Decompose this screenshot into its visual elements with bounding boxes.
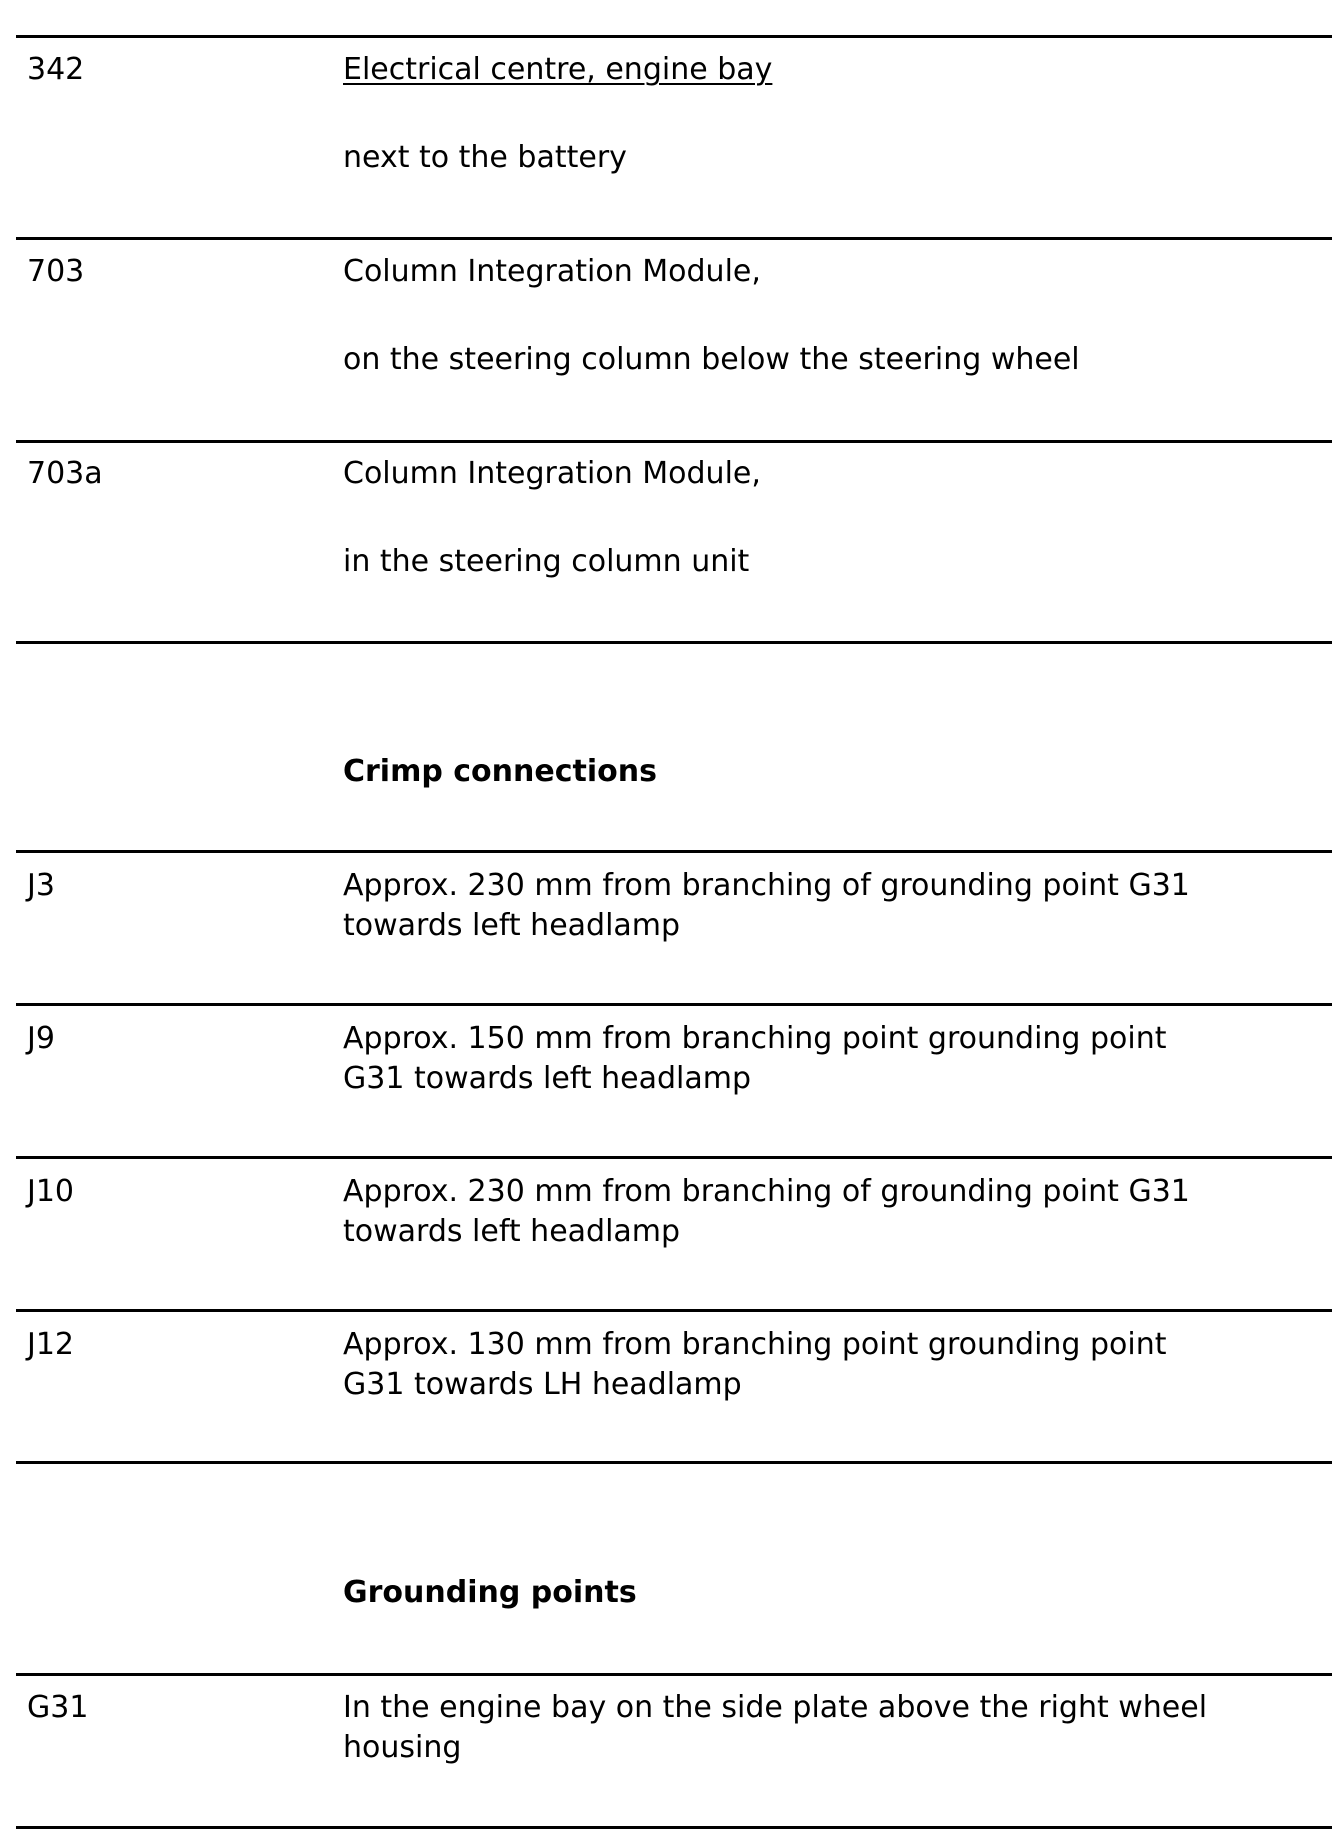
crimp-description: G31 towards LH headlamp: [343, 1367, 742, 1402]
component-name: Column Integration Module,: [343, 456, 761, 491]
table-rule: [16, 1003, 1332, 1006]
crimp-description: towards left headlamp: [343, 908, 681, 943]
component-code: 342: [27, 52, 85, 87]
crimp-description: Approx. 230 mm from branching of grounding point G31: [343, 868, 1190, 903]
table-rule: [16, 237, 1332, 240]
crimp-description: towards left headlamp: [343, 1214, 681, 1249]
component-name: Column Integration Module,: [343, 254, 761, 289]
section-heading: Crimp connections: [343, 754, 657, 789]
crimp-code: J3: [27, 868, 55, 903]
crimp-description: Approx. 130 mm from branching point grounding point: [343, 1327, 1167, 1362]
component-name: Electrical centre, engine bay: [343, 52, 773, 87]
crimp-description: Approx. 230 mm from branching of grounding point G31: [343, 1174, 1190, 1209]
crimp-code: J10: [27, 1174, 75, 1209]
table-rule: [16, 1156, 1332, 1159]
grounding-description: In the engine bay on the side plate above the right wheel: [343, 1690, 1208, 1725]
table-rule: [16, 1309, 1332, 1312]
component-code: 703: [27, 254, 85, 289]
component-location: on the steering column below the steering wheel: [343, 342, 1080, 377]
section-heading: Grounding points: [343, 1575, 637, 1610]
table-rule: [16, 1461, 1332, 1464]
table-rule: [16, 1673, 1332, 1676]
table-rule: [16, 35, 1332, 38]
table-rule: [16, 850, 1332, 853]
grounding-description: housing: [343, 1730, 462, 1765]
table-rule: [16, 440, 1332, 443]
crimp-code: J9: [27, 1021, 55, 1056]
crimp-description: G31 towards left headlamp: [343, 1061, 752, 1096]
grounding-code: G31: [27, 1690, 89, 1725]
table-rule: [16, 1826, 1332, 1829]
component-location: next to the battery: [343, 140, 627, 175]
component-code: 703a: [27, 456, 103, 491]
table-rule: [16, 641, 1332, 644]
component-location: in the steering column unit: [343, 544, 750, 579]
crimp-description: Approx. 150 mm from branching point grounding point: [343, 1021, 1167, 1056]
crimp-code: J12: [27, 1327, 75, 1362]
